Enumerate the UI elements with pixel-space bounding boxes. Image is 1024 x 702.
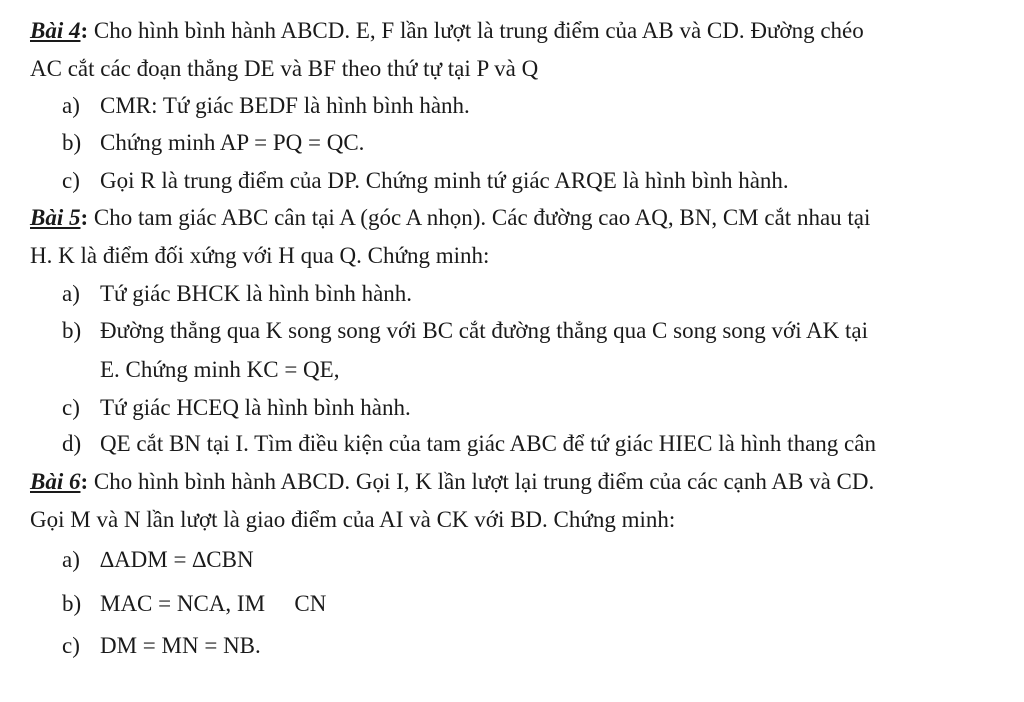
problem-4-heading: Bài 4 [30,18,81,43]
problem-4-item-a [62,92,470,120]
problem-6-intro-text: Cho hình bình hành ABCD. Gọi I, K lần lượt lại trung điểm của các cạnh AB và CD. [88,469,875,494]
item-marker: d) [62,431,82,456]
item-text: DM = MN = NB. [100,633,261,658]
problem-4-intro-line2: AC cắt các đoạn thẳng DE và BF theo thứ tự tại P và Q [30,56,539,81]
problem-4-item-b [62,129,364,157]
problem-5-intro-line2: H. K là điểm đối xứng với H qua Q. Chứng minh: [30,243,490,268]
item-text: MAC = NCA, IM ⃞ CN [100,591,327,616]
item-text: Đường thẳng qua K song song với BC cắt đường thẳng qua C song song với AK tại [100,318,869,343]
item-marker: b) [62,130,82,155]
problem-6-item-c [62,632,261,660]
problem-5-intro-line1: Bài 5: Cho tam giác ABC cân tại A (góc A nhọn). Các đường cao AQ, BN, CM cắt nhau tại [30,205,871,230]
item-marker: c) [62,633,80,658]
item-text: Chứng minh AP = PQ = QC. [100,130,365,155]
item-marker: b) [62,591,82,616]
item-marker: c) [62,395,80,420]
problem-5-item-d [62,430,876,458]
problem-5-item-b [62,317,868,345]
item-text: Tứ giác BHCK là hình bình hành. [100,281,413,306]
item-text: Tứ giác HCEQ là hình bình hành. [100,395,411,420]
item-marker: b) [62,318,82,343]
problem-4-intro-text: Cho hình bình hành ABCD. E, F lần lượt là trung điểm của AB và CD. Đường chéo [88,18,864,43]
problem-6-item-b [62,590,326,618]
item-text: CMR: Tứ giác BEDF là hình bình hành. [100,93,470,118]
problem-6-item-a [62,546,254,574]
item-text: Gọi R là trung điểm của DP. Chứng minh tứ giác ARQE là hình bình hành. [100,168,789,193]
problem-5-item-c [62,394,411,422]
item-marker: a) [62,547,80,572]
problem-5-intro-text: Cho tam giác ABC cân tại A (góc A nhọn). Các đường cao AQ, BN, CM cắt nhau tại [88,205,871,230]
problem-6-heading: Bài 6 [30,469,81,494]
problem-6-intro-line1: Bài 6: Cho hình bình hành ABCD. Gọi I, K lần lượt lại trung điểm của các cạnh AB và CD. [30,469,875,494]
item-text: QE cắt BN tại I. Tìm điều kiện của tam giác ABC để tứ giác HIEC là hình thang cân [100,431,876,456]
problem-5-item-b-continuation: E. Chứng minh KC = QE, [100,357,340,382]
problem-5-heading: Bài 5 [30,205,81,230]
item-marker: a) [62,281,80,306]
problem-4-intro-line1: Bài 4: Cho hình bình hành ABCD. E, F lần lượt là trung điểm của AB và CD. Đường chéo [30,18,864,43]
item-marker: c) [62,168,80,193]
item-marker: a) [62,93,80,118]
problem-4-item-c [62,167,789,195]
problem-5-item-a [62,280,412,308]
item-text: ∆ADM = ∆CBN [100,547,254,572]
problem-6-intro-line2: Gọi M và N lần lượt là giao điểm của AI và CK với BD. Chứng minh: [30,507,676,532]
